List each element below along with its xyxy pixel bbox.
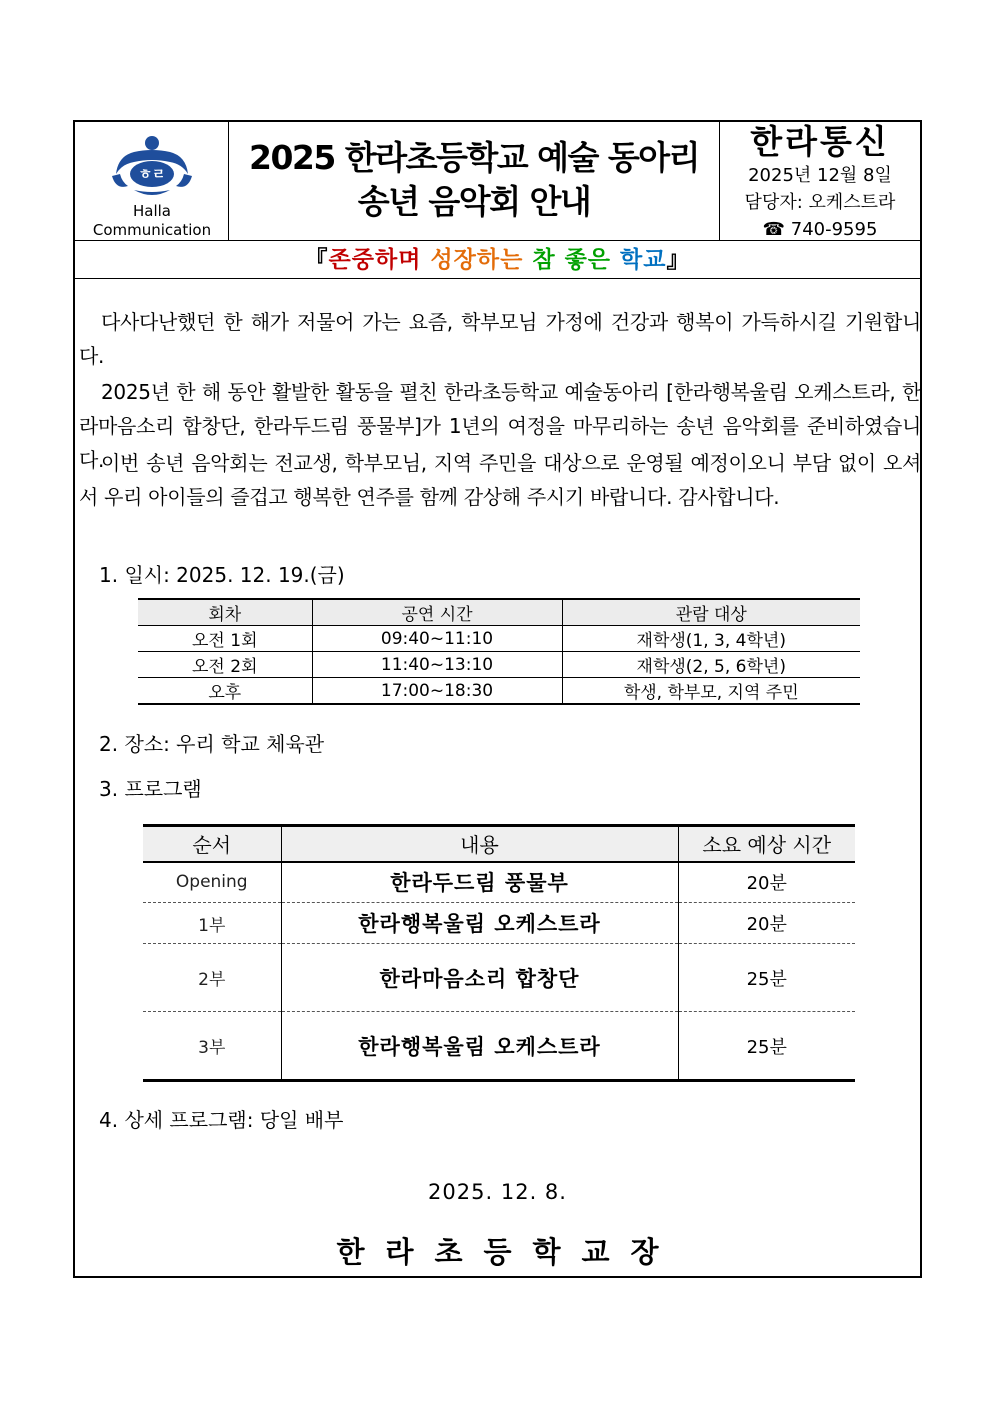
schedule-cell: 재학생(2, 5, 6학년) xyxy=(562,652,860,678)
program-table xyxy=(143,824,855,1082)
slogan-word-growth: 성장하는 xyxy=(430,247,524,273)
program-header-cell: 소요 예상 시간 xyxy=(678,826,855,862)
newsletter-frame xyxy=(73,120,922,1278)
schedule-cell: 오전 1회 xyxy=(138,626,312,652)
program-order: Opening xyxy=(143,862,281,903)
invitation-paragraph: 이번 송년 음악회는 전교생, 학부모님, 지역 주민을 대상으로 운영될 예정이오니 부담 없이 오셔서 우리 아이들의 즐겁고 행복한 연주를 함께 감상해 주시기 바랍니다. 감사합니다. xyxy=(79,451,921,509)
logo-text-halla: Halla xyxy=(133,202,171,220)
intro-paragraph: 2025년 한 해 동안 활발한 활동을 펼친 한라초등학교 예술동아리 [한라행복울림 오케스트라, 한라마음소리 합창단, 한라두드림 풍물부]가 1년의 여정을 마무리하는 송년 음악회를 준비하였습니다. xyxy=(79,380,921,472)
program-row xyxy=(143,903,855,944)
schedule-header-cell: 공연 시간 xyxy=(312,599,562,626)
contact-person: 담당자: 오케스트라 xyxy=(744,192,896,213)
section-detailed-program: 4. 상세 프로그램: 당일 배부 xyxy=(99,1108,344,1132)
section-program: 3. 프로그램 xyxy=(99,777,202,801)
slogan-word-good: 좋은 xyxy=(564,247,611,273)
program-duration: 20분 xyxy=(678,862,855,903)
slogan-word-respect: 존중하며 xyxy=(328,247,422,273)
header xyxy=(75,122,920,241)
schedule-row xyxy=(138,678,860,705)
schedule-row xyxy=(138,652,860,678)
program-order: 3부 xyxy=(143,1012,281,1081)
contact-phone: ☎ 740-9595 xyxy=(762,219,878,240)
schedule-cell: 오전 2회 xyxy=(138,652,312,678)
school-slogan xyxy=(75,241,920,279)
program-order: 2부 xyxy=(143,944,281,1012)
svg-text:ㅎㄹ: ㅎㄹ xyxy=(138,167,166,183)
school-logo-icon xyxy=(108,134,196,198)
program-duration: 25분 xyxy=(678,944,855,1012)
section-date: 1. 일시: 2025. 12. 19.(금) xyxy=(99,563,345,587)
section-location: 2. 장소: 우리 학교 체육관 xyxy=(99,732,325,756)
document-title-line1: 2025 한라초등학교 예술 동아리 xyxy=(249,138,699,177)
program-content: 한라행복울림 오케스트라 xyxy=(281,1012,678,1081)
program-row xyxy=(143,944,855,1012)
schedule-cell: 재학생(1, 3, 4학년) xyxy=(562,626,860,652)
slogan-word-true: 참 xyxy=(532,247,556,273)
program-content: 한라마음소리 합창단 xyxy=(281,944,678,1012)
info-cell xyxy=(720,122,920,241)
title-cell xyxy=(229,122,720,241)
document-title-line2: 송년 음악회 안내 xyxy=(357,182,591,221)
logo-cell xyxy=(75,122,229,241)
program-duration: 20분 xyxy=(678,903,855,944)
footer-date: 2025. 12. 8. xyxy=(428,1180,567,1204)
schedule-cell: 11:40~13:10 xyxy=(312,652,562,678)
slogan-bracket-open: 『 xyxy=(304,247,329,273)
program-order: 1부 xyxy=(143,903,281,944)
program-row xyxy=(143,862,855,903)
schedule-table xyxy=(138,598,860,705)
issue-date: 2025년 12월 8일 xyxy=(748,165,892,186)
program-row xyxy=(143,1012,855,1081)
schedule-header-row xyxy=(138,599,860,626)
program-header-cell: 순서 xyxy=(143,826,281,862)
program-header-row xyxy=(143,826,855,862)
greeting-paragraph: 다사다난했던 한 해가 저물어 가는 요즘, 학부모님 가정에 건강과 행복이 가득하시길 기원합니다. xyxy=(79,310,921,368)
newsletter-name: 한라통신 xyxy=(750,122,890,161)
program-content: 한라행복울림 오케스트라 xyxy=(281,903,678,944)
slogan-word-school: 학교 xyxy=(620,247,667,273)
program-content: 한라두드림 풍물부 xyxy=(281,862,678,903)
schedule-cell: 17:00~18:30 xyxy=(312,678,562,705)
slogan-bracket-close: 』 xyxy=(666,247,691,273)
logo-text-communication: Communication xyxy=(92,221,212,239)
schedule-cell: 오후 xyxy=(138,678,312,705)
schedule-cell: 09:40~11:10 xyxy=(312,626,562,652)
program-header-cell: 내용 xyxy=(281,826,678,862)
principal-signature: 한라초등학교장 xyxy=(336,1235,680,1269)
schedule-cell: 학생, 학부모, 지역 주민 xyxy=(562,678,860,705)
program-duration: 25분 xyxy=(678,1012,855,1081)
schedule-row xyxy=(138,626,860,652)
schedule-header-cell: 회차 xyxy=(138,599,312,626)
schedule-header-cell: 관람 대상 xyxy=(562,599,860,626)
